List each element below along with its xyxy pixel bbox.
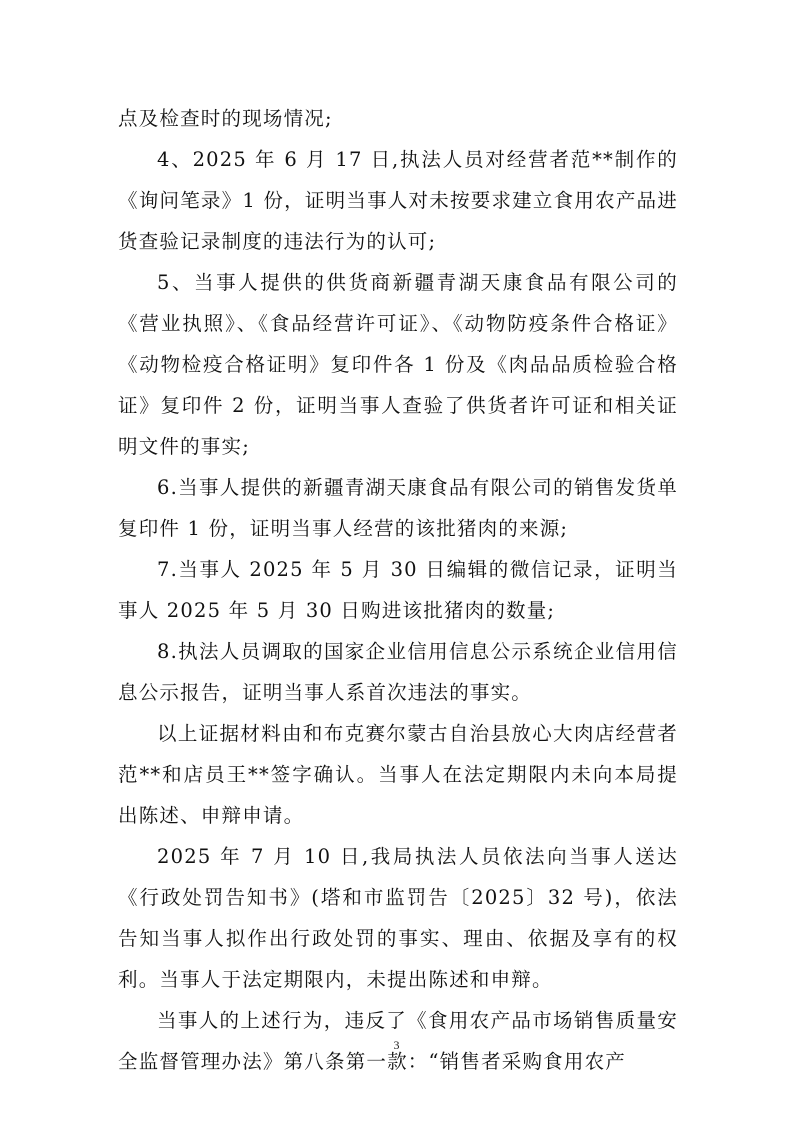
paragraph-evidence-7: 7.当事人 2025 年 5 月 30 日编辑的微信记录，证明当事人 2025 年 5 月 30 日购进该批猪肉的数量; — [118, 558, 678, 622]
paragraph-penalty-notice: 2025 年 7 月 10 日,我局执法人员依法向当事人送达《行政处罚告知书》(塔和市监罚告〔2025〕32 号)，依法告知当事人拟作出行政处罚的事实、理由、依据及享有的权利。当事人于法定期限内，未提出陈述和申辩。 — [118, 845, 678, 991]
paragraph-evidence-8: 8.执法人员调取的国家企业信用信息公示系统企业信用信息公示报告，证明当事人系首次违法的事实。 — [118, 640, 678, 704]
document-body — [118, 98, 678, 1082]
paragraph-evidence-confirmation: 以上证据材料由和布克赛尔蒙古自治县放心大肉店经营者范**和店员王**签字确认。当事人在法定期限内未向本局提出陈述、申辩申请。 — [118, 722, 678, 827]
paragraph-evidence-6: 6.当事人提供的新疆青湖天康食品有限公司的销售发货单复印件 1 份，证明当事人经营的该批猪肉的来源; — [118, 476, 678, 540]
paragraph-evidence-5: 5、当事人提供的供货商新疆青湖天康食品有限公司的《营业执照》、《食品经营许可证》、《动物防疫条件合格证》《动物检疫合格证明》复印件各 1 份及《肉品品质检验合格证》复印件 2 份，证明当事人查验了供货者许可证和相关证明文件的事实; — [118, 271, 678, 458]
page-number: 3 — [393, 1038, 400, 1052]
paragraph-evidence-4: 4、2025 年 6 月 17 日,执法人员对经营者范**制作的《询问笔录》1 份，证明当事人对未按要求建立食用农产品进货查验记录制度的违法行为的认可; — [118, 148, 678, 253]
paragraph-continuation: 点及检查时的现场情况; — [118, 107, 333, 130]
paragraph-violation: 当事人的上述行为，违反了《食用农产品市场销售质量安全监督管理办法》第八条第一款：“销售者采购食用农产 — [118, 1009, 678, 1073]
